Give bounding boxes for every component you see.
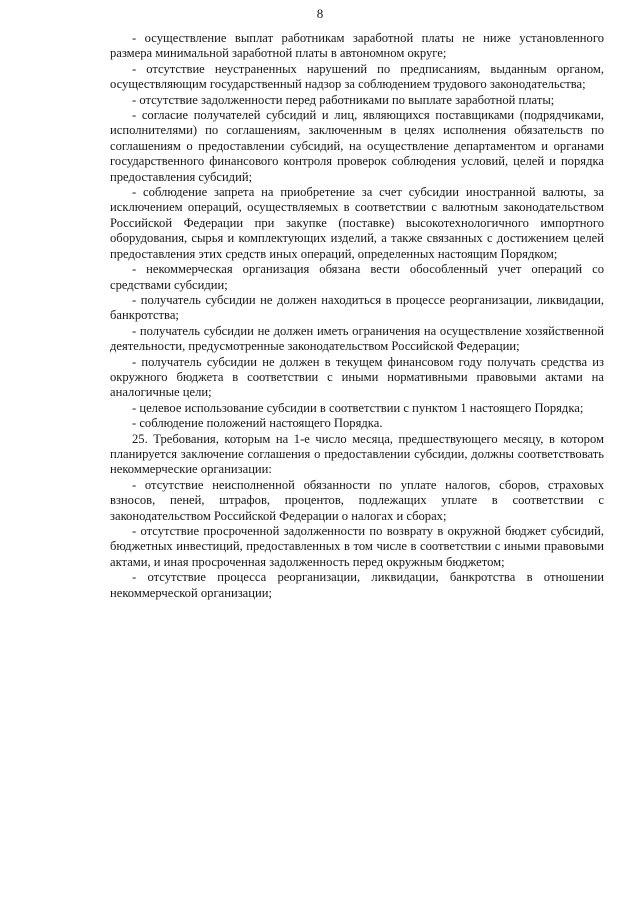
paragraph: - получатель субсидии не должен находиться в процессе реорганизации, ликвидации, банкротства; <box>110 292 604 323</box>
paragraph: - получатель субсидии не должен в текущем финансовом году получать средства из окружного бюджета в соответствии с иными нормативными правовыми актами на аналогичные цели; <box>110 354 604 400</box>
document-body <box>110 31 604 601</box>
page-number: 8 <box>316 6 324 21</box>
paragraph: - получатель субсидии не должен иметь ограничения на осуществление хозяйственной деятельности, предусмотренные законодательством Российской Федерации; <box>110 323 604 354</box>
paragraph: - отсутствие просроченной задолженности по возврату в окружной бюджет субсидий, бюджетных инвестиций, предоставленных в том числе в соответствии с иными правовыми актами, и иная просроченная задолженность перед окружным бюджетом; <box>110 524 604 569</box>
paragraph: - отсутствие процесса реорганизации, ликвидации, банкротства в отношении некоммерческой организации; <box>110 570 604 600</box>
paragraph: - согласие получателей субсидий и лиц, являющихся поставщиками (подрядчиками, исполнителями) по соглашениям, заключенным в целях исполнения обязательств по соглашениям о предоставлении субсидий, на осуществление департаментом и органами государственного финансового контроля проверок соблюдения условий, целей и порядка предоставления субсидий; <box>110 108 604 184</box>
paragraph: 25. Требования, которым на 1-е число месяца, предшествующего месяцу, в котором планируется заключение соглашения о предоставлении субсидии, должны соответствовать некоммерческие организации: <box>110 431 604 477</box>
paragraph: - отсутствие задолженности перед работниками по выплате заработной платы; <box>132 92 555 107</box>
paragraph: - соблюдение положений настоящего Порядка. <box>132 416 383 431</box>
paragraph: - некоммерческая организация обязана вести обособленный учет операций со средствами субсидии; <box>110 262 604 292</box>
paragraph: - отсутствие неустраненных нарушений по предписаниям, выданным органом, осуществляющим государственный надзор за соблюдением трудового законодательства; <box>110 61 604 92</box>
paragraph: - осуществление выплат работникам заработной платы не ниже установленного размера минимальной заработной платы в автономном округе; <box>110 31 604 61</box>
paragraph: - целевое использование субсидии в соответствии с пунктом 1 настоящего Порядка; <box>132 400 584 415</box>
paragraph: - отсутствие неисполненной обязанности по уплате налогов, сборов, страховых взносов, пеней, штрафов, процентов, подлежащих уплате в соответствии с законодательством Российской Федерации о налогах и сборах; <box>110 477 604 523</box>
paragraph: - соблюдение запрета на приобретение за счет субсидии иностранной валюты, за исключением операций, осуществляемых в соответствии с валютным законодательством Российской Федерации при закупке (поставке) высокотехнологичного импортного оборудования, сырья и комплектующих изделий, а также связанных с достижением целей предоставления этих средств иных операций, определенных настоящим Порядком; <box>110 185 604 261</box>
